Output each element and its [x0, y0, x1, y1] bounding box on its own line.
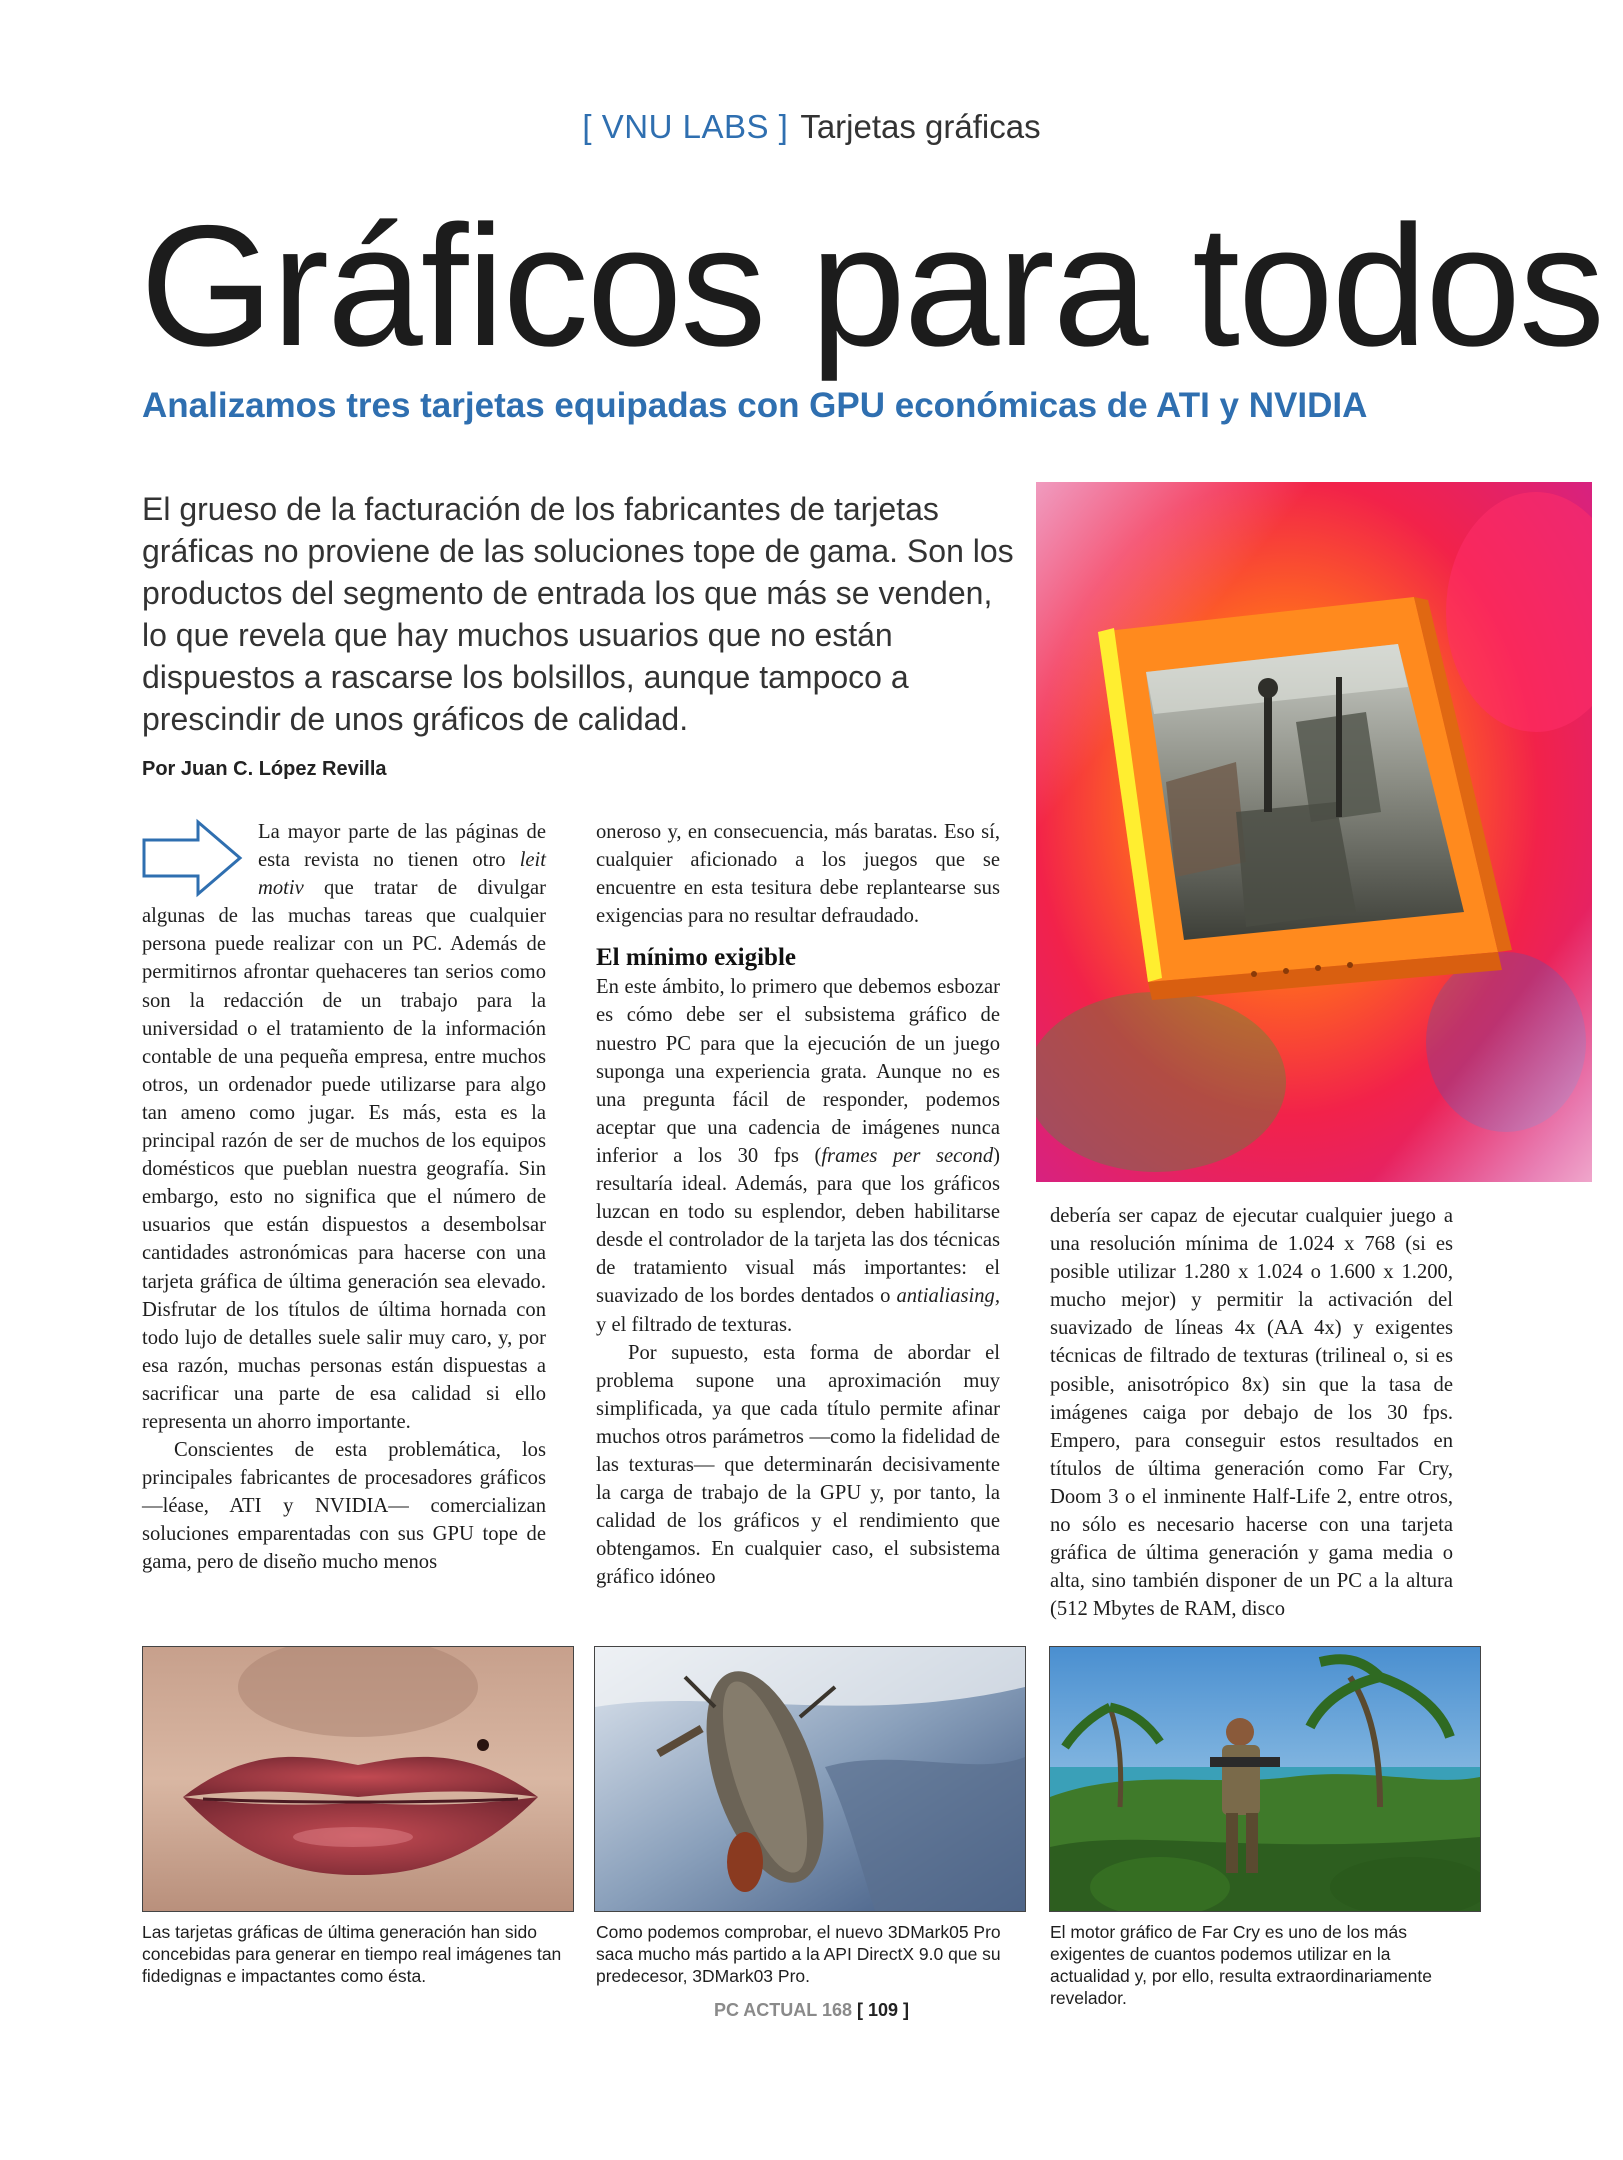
- article-column-3: [1050, 1202, 1453, 1623]
- caption: Las tarjetas gráficas de última generación han sido concebidas para generar en tiempo real imágenes tan fidedignas e impactantes como ésta.: [142, 1922, 562, 1986]
- caption: El motor gráfico de Far Cry es uno de los más exigentes de cuantos podemos utilizar en la actualidad y, por ello, resulta extraordinariamente revelador.: [1050, 1922, 1432, 2008]
- arrow-right-icon: [140, 818, 250, 898]
- byline: Por Juan C. López Revilla: [142, 758, 387, 780]
- caption: Como podemos comprobar, el nuevo 3DMark05 Pro saca mucho más partido a la API DirectX 9.0 que su predecesor, 3DMark03 Pro.: [596, 1922, 1001, 1986]
- photo-far-cry: [1049, 1646, 1481, 1912]
- article-lead: El grueso de la facturación de los fabricantes de tarjetas gráficas no proviene de las soluciones tope de gama. Son los productos del segmento de entrada los que más se venden, lo que revela que hay muchos usuarios que no están dispuestos a rascarse los bolsillos, aunque tampoco a prescindir de unos gráficos de calidad.: [142, 491, 1014, 737]
- section-kicker: [0, 108, 1623, 146]
- paragraph: debería ser capaz de ejecutar cualquier juego a una resolución mínima de 1.024 x 768 (si es posible utilizar 1.280 x 1.024 o 1.600 x 1.200, mucho mejor) y permitir la activación del suavizado de líneas 4x (AA 4x) y exigentes técnicas de filtrado de texturas (trilineal o, si es posible, anisotrópico 8x) sin que la tasa de imágenes caiga por debajo de los 30 fps. Empero, para conseguir estos resultados en títulos de última generación como Far Cry, Doom 3 o el inminente Half-Life 2, entre otros, no sólo es necesario hacerse con una tarjeta gráfica de última generación y gama media o alta, sino también disponer de un PC a la altura (512 Mbytes de RAM, disco: [1050, 1205, 1453, 1621]
- article-title: Gráficos para todos: [140, 190, 1603, 382]
- article-column-1: [142, 818, 546, 1577]
- photo-3dmark-airship: [594, 1646, 1026, 1912]
- paragraph: Conscientes de esta problemática, los principales fabricantes de procesadores gráficos —léase, ATI y NVIDIA— comercializan soluciones emparentadas con sus GPU tope de gama, pero de diseño mucho menos: [142, 1439, 546, 1574]
- article-subtitle: Analizamos tres tarjetas equipadas con GPU económicas de ATI y NVIDIA: [142, 386, 1368, 425]
- section-label: [ VNU LABS ]: [582, 108, 789, 145]
- topic-label: Tarjetas gráficas: [800, 108, 1041, 145]
- article-column-2: [596, 818, 1000, 1591]
- hero-monitor-image: [1036, 482, 1592, 1182]
- paragraph: La mayor parte de las páginas de esta revista no tienen otro leit motiv que tratar de divulgar algunas de las muchas tareas que cualquier persona puede realizar con un PC. Además de permitirnos afrontar quehaceres tan serios como son la redacción de un trabajo para la universidad o el tratamiento de la información contable de una pequeña empresa, entre muchos otros, un ordenador puede utilizarse para algo tan ameno como jugar. Es más, esta es la principal razón de ser de muchos de los equipos domésticos que pueblan nuestra geografía. Sin embargo, esto no significa que el número de usuarios que están dispuestos a desembolsar cantidades astronómicas para hacerse con una tarjeta gráfica de última generación sea elevado. Disfrutar de los títulos de última hornada con todo lujo de detalles suele salir muy caro, y, por esa razón, muchas personas están dispuestas a sacrificar una parte de esa calidad si ello representa un ahorro importante.: [142, 821, 546, 1433]
- paragraph: Por supuesto, esta forma de abordar el problema supone una aproximación muy simplificada, ya que cada título permite afinar muchos otros parámetros —como la fidelidad de las texturas— que determinarán decisivamente la carga de trabajo de la GPU y, por tanto, la calidad de los gráficos y el rendimiento que obtengamos. En cualquier caso, el subsistema gráfico idóneo: [596, 1341, 1000, 1589]
- paragraph: En este ámbito, lo primero que debemos esbozar es cómo debe ser el subsistema gráfico de nuestro PC para que la ejecución de un juego suponga una experiencia grata. Aunque no es una pregunta fácil de responder, podemos aceptar que una cadencia de imágenes nunca inferior a los 30 fps (frames per second) resultaría ideal. Además, para que los gráficos luzcan en todo su esplendor, deben habilitarse desde el controlador de la tarjeta las dos técnicas de tratamiento visual más importantes: el suavizado de los bordes dentados o antialiasing, y el filtrado de texturas.: [596, 976, 1000, 1336]
- section-heading: El mínimo exigible: [596, 944, 796, 972]
- page-number: [ 109 ]: [857, 2000, 910, 2020]
- photo-lips: [142, 1646, 574, 1912]
- paragraph: oneroso y, en consecuencia, más baratas. Eso sí, cualquier aficionado a los juegos que se encuentre en esta tesitura debe replantearse sus exigencias para no resultar defraudado.: [596, 821, 1000, 928]
- magazine-name: PC ACTUAL 168: [713, 2000, 852, 2020]
- page-footer: [0, 2000, 1623, 2021]
